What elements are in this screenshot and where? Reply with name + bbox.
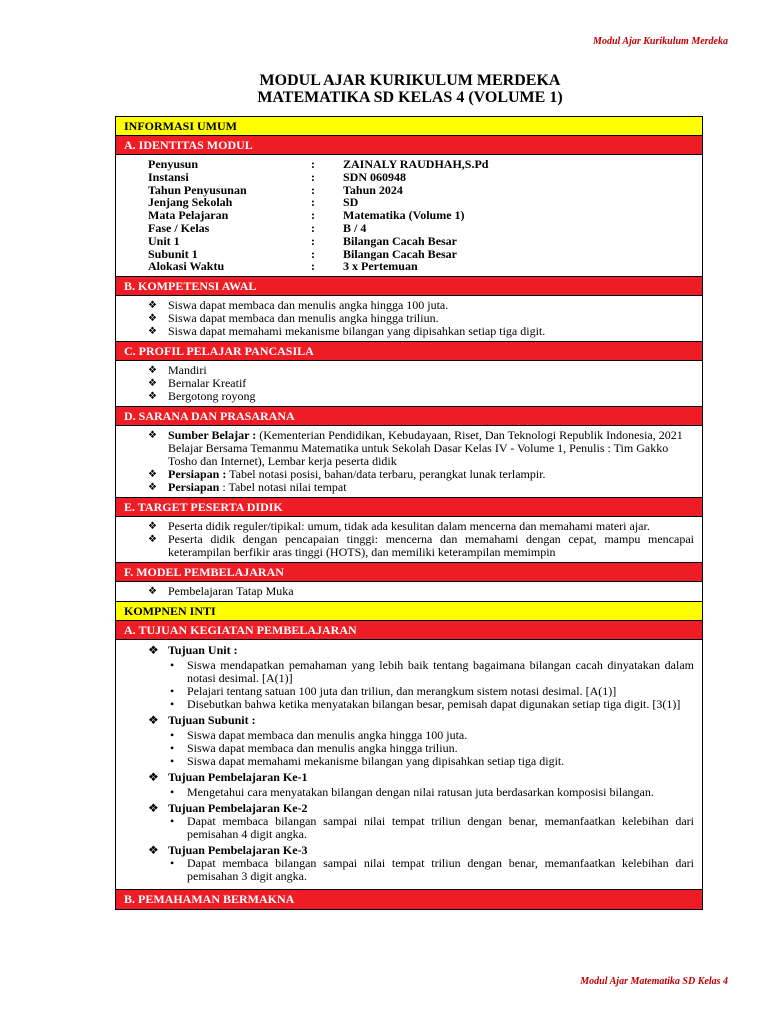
identitas-colon: : <box>311 220 315 235</box>
module-table <box>115 116 703 910</box>
sarana-persiapan-2 <box>148 481 694 494</box>
identitas-colon: : <box>311 259 315 274</box>
target-cell <box>116 517 702 563</box>
tujuan-unit-items <box>168 659 694 711</box>
list-item: • Disebutkan bahwa ketika menyatakan bilangan besar, pemisah dapat digunakan setiap tiga digit. [3(1)] <box>168 698 694 711</box>
page-header: Modul Ajar Kurikulum Merdeka <box>593 36 728 47</box>
identitas-key: Tahun Penyusunan <box>148 182 247 197</box>
target-list <box>148 520 694 559</box>
document-title <box>0 72 768 106</box>
list-item: • Siswa dapat membaca dan menulis angka hingga triliun. <box>168 742 694 755</box>
model-list <box>148 585 694 598</box>
persiapan1-label: Persiapan : <box>168 467 227 482</box>
list-item: ❖ Siswa dapat memahami mekanisme bilangan yang dipisahkan setiap tiga digit. <box>148 325 694 338</box>
section-komponen-inti: KOMPNEN INTI <box>116 602 702 621</box>
tp1-items <box>168 786 694 799</box>
tujuan-unit <box>148 644 694 711</box>
kompetensi-list <box>148 299 694 338</box>
heading-tujuan-kegiatan: A. TUJUAN KEGIATAN PEMBELAJARAN <box>116 621 702 640</box>
identitas-key: Fase / Kelas <box>148 220 210 235</box>
tujuan-pembelajaran-3 <box>148 844 694 883</box>
identitas-row <box>148 222 488 235</box>
tujuan-subunit <box>148 714 694 768</box>
kompetensi-cell <box>116 296 702 342</box>
heading-model-pembelajaran: F. MODEL PEMBELAJARAN <box>116 563 702 582</box>
sumber-text: (Kementerian Pendidikan, Kebudayaan, Riset, Dan Teknologi Republik Indonesia, 2021 Belajar Bersama Temanmu Matematika untuk Sekolah Dasar Kelas IV - Volume 1, Penulis : Tim Gakko Tosho dan Internet), Lembar kerja peserta didik <box>168 428 683 469</box>
tp3-label: Tujuan Pembelajaran Ke-3 <box>168 843 308 858</box>
tujuan-list <box>148 644 694 883</box>
identitas-value: Bilangan Cacah Besar <box>343 233 458 248</box>
identitas-row <box>148 171 488 184</box>
tp2-label: Tujuan Pembelajaran Ke-2 <box>168 801 308 816</box>
identitas-value: Tahun 2024 <box>343 182 403 197</box>
identitas-cell <box>116 155 702 277</box>
persiapan2-label: Persiapan <box>168 480 220 495</box>
tujuan-pembelajaran-1 <box>148 771 694 799</box>
heading-sarana-prasarana: D. SARANA DAN PRASARANA <box>116 407 702 426</box>
persiapan1-text: Tabel notasi posisi, bahan/data terbaru, perangkat lunak terlampir. <box>229 467 546 482</box>
identitas-colon: : <box>311 208 315 223</box>
identitas-value: SD <box>343 195 359 210</box>
list-item: • Dapat membaca bilangan sampai nilai tempat triliun dengan benar, memanfaatkan kelebihan dari pemisahan 4 digit angka. <box>168 815 694 841</box>
list-item: ❖ Bernalar Kreatif <box>148 377 694 390</box>
list-item: ❖ Siswa dapat membaca dan menulis angka hingga 100 juta. <box>148 299 694 312</box>
list-item: • Mengetahui cara menyatakan bilangan dengan nilai ratusan juta berdasarkan komposisi bilangan. <box>168 786 694 799</box>
identitas-table <box>148 158 488 273</box>
section-informasi-umum: INFORMASI UMUM <box>116 117 702 136</box>
list-item: • Siswa dapat memahami mekanisme bilangan yang dipisahkan setiap tiga digit. <box>168 755 694 768</box>
list-item: ❖ Siswa dapat membaca dan menulis angka hingga triliun. <box>148 312 694 325</box>
list-item: ❖ Pembelajaran Tatap Muka <box>148 585 694 598</box>
model-cell <box>116 582 702 602</box>
heading-identitas-modul: A. IDENTITAS MODUL <box>116 136 702 155</box>
identitas-row <box>148 235 488 248</box>
identitas-key: Instansi <box>148 169 189 184</box>
profil-cell <box>116 361 702 407</box>
tp2-items <box>168 815 694 841</box>
list-item: • Pelajari tentang satuan 100 juta dan triliun, dan merangkum sistem notasi desimal. [A(1)] <box>168 685 694 698</box>
list-item: ❖ Peserta didik dengan pencapaian tinggi: mencerna dan memahami dengan cepat, mampu mencapai keterampilan berfikir aras tinggi (HOTS), dan memiliki keterampilan memimpin <box>148 533 694 559</box>
sarana-sumber-belajar <box>148 429 694 468</box>
tujuan-subunit-items <box>168 729 694 768</box>
list-item: • Siswa mendapatkan pemahaman yang lebih baik tentang bagaimana bilangan cacah dinyatakan dalam notasi desimal. [A(1)] <box>168 659 694 685</box>
sarana-list <box>148 429 694 494</box>
heading-pemahaman-bermakna: B. PEMAHAMAN BERMAKNA <box>116 890 702 909</box>
identitas-row <box>148 158 488 171</box>
profil-list <box>148 364 694 403</box>
title-line-1: MODUL AJAR KURIKULUM MERDEKA <box>259 72 561 89</box>
page-footer: Modul Ajar Matematika SD Kelas 4 <box>580 976 728 987</box>
identitas-colon: : <box>311 182 315 197</box>
heading-kompetensi-awal: B. KOMPETENSI AWAL <box>116 277 702 296</box>
sumber-label: Sumber Belajar : <box>168 428 257 443</box>
identitas-colon: : <box>311 246 315 261</box>
tp3-items <box>168 857 694 883</box>
list-item: ❖ Peserta didik reguler/tipikal: umum, tidak ada kesulitan dalam mencerna dan memahami materi ajar. <box>148 520 694 533</box>
identitas-key: Subunit 1 <box>148 246 198 261</box>
identitas-key: Penyusun <box>148 157 199 171</box>
tujuan-unit-label: Tujuan Unit : <box>168 643 238 658</box>
persiapan2-text: : Tabel notasi nilai tempat <box>222 480 347 495</box>
identitas-value: B / 4 <box>343 220 367 235</box>
identitas-key: Jenjang Sekolah <box>148 195 233 210</box>
identitas-value: ZAINALY RAUDHAH,S.Pd <box>343 157 489 171</box>
heading-target-peserta: E. TARGET PESERTA DIDIK <box>116 498 702 517</box>
identitas-row <box>148 260 488 273</box>
identitas-value: Matematika (Volume 1) <box>343 208 465 223</box>
identitas-colon: : <box>311 169 315 184</box>
identitas-value: Bilangan Cacah Besar <box>343 246 458 261</box>
identitas-colon: : <box>311 157 315 171</box>
tp1-label: Tujuan Pembelajaran Ke-1 <box>168 770 308 785</box>
identitas-colon: : <box>311 195 315 210</box>
tujuan-pembelajaran-2 <box>148 802 694 841</box>
identitas-key: Alokasi Waktu <box>148 259 225 274</box>
list-item: ❖ Mandiri <box>148 364 694 377</box>
identitas-colon: : <box>311 233 315 248</box>
tujuan-cell <box>116 640 702 890</box>
sarana-cell <box>116 426 702 498</box>
list-item: • Dapat membaca bilangan sampai nilai tempat triliun dengan benar, memanfaatkan kelebihan dari pemisahan 3 digit angka. <box>168 857 694 883</box>
list-item: • Siswa dapat membaca dan menulis angka hingga 100 juta. <box>168 729 694 742</box>
heading-profil-pelajar: C. PROFIL PELAJAR PANCASILA <box>116 342 702 361</box>
identitas-value: SDN 060948 <box>343 169 407 184</box>
identitas-key: Mata Pelajaran <box>148 208 229 223</box>
identitas-value: 3 x Pertemuan <box>343 259 418 274</box>
identitas-key: Unit 1 <box>148 233 180 248</box>
title-line-2: MATEMATIKA SD KELAS 4 (VOLUME 1) <box>257 89 563 106</box>
list-item: ❖ Bergotong royong <box>148 390 694 403</box>
tujuan-subunit-label: Tujuan Subunit : <box>168 713 256 728</box>
